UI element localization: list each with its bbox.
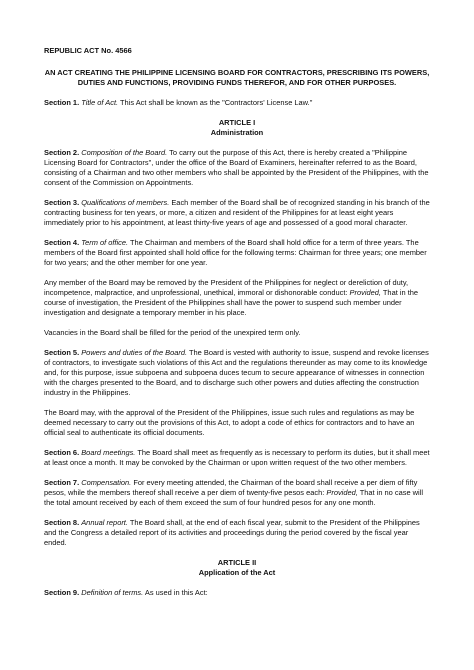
section-title: Composition of the Board. [81, 148, 168, 157]
article-number: ARTICLE II [217, 558, 257, 567]
section-label: Section 8. [44, 518, 80, 527]
section-2 [44, 148, 430, 188]
section-text: The Chairman and members of the Board shall hold office for a term of three years. The members of the Board first appointed shall hold office for the following terms: Chairman for three years; one member for two years; and the other member for one year. [44, 238, 427, 267]
section-label: Section 3. [44, 198, 80, 207]
paragraph-vacancies: Vacancies in the Board shall be filled for the period of the unexpired term only. [44, 328, 301, 337]
section-4 [44, 238, 430, 268]
paragraph-rules: The Board may, with the approval of the President of the Philippines, issue such rules and regulations as may be deemed necessary to carry out the provisions of this Act, to adopt a code of ethics for contractors and to have an official seal to authenticate its official documents. [44, 408, 415, 437]
section-label: Section 6. [44, 448, 80, 457]
section-title: Term of office. [81, 238, 129, 247]
article-name: Administration [210, 128, 264, 137]
paragraph-text: Any member of the Board may be removed by the President of the Philippines for neglect or dereliction of duty, incompetence, malpractice, and unprofessional, unethical, immoral or dishonorable conduct: [44, 278, 409, 297]
section-text: For every meeting attended, the Chairman of the board shall receive a per diem of fifty pesos, while the members thereof shall receive a per diem of twenty-five pesos each: [44, 478, 418, 497]
section-text: To carry out the purpose of this Act, there is hereby created a "Philippine Licensing Board for Contractors", under the office of the Board of Examiners, hereinafter referred to as the Board, consisting of a Chairman and two other members who shall be appointed by the President of the Philippines, with the consent of the Commission on Appointments. [44, 148, 429, 187]
section-label: Section 1. [44, 98, 80, 107]
section-label: Section 4. [44, 238, 80, 247]
section-title: Annual report. [81, 518, 128, 527]
section-label: Section 7. [44, 478, 80, 487]
section-text: This Act shall be known as the "Contractors' License Law." [120, 98, 313, 107]
section-title: Definition of terms. [81, 588, 144, 597]
section-label: Section 9. [44, 588, 80, 597]
act-title: AN ACT CREATING THE PHILIPPINE LICENSING BOARD FOR CONTRACTORS, PRESCRIBING ITS POWERS, DUTIES AND FUNCTIONS, PROVIDING FUNDS THEREFOR, AND FOR OTHER PURPOSES. [44, 68, 430, 87]
article-2-heading [44, 558, 430, 578]
section-title: Qualifications of members. [81, 198, 170, 207]
section-title: Board meetings. [81, 448, 136, 457]
section-1 [44, 98, 430, 108]
proviso-word: Provided, [349, 288, 381, 297]
section-8 [44, 518, 430, 548]
section-label: Section 5. [44, 348, 80, 357]
section-text: As used in this Act: [144, 588, 208, 597]
paragraph-removal [44, 278, 430, 318]
article-number: ARTICLE I [218, 118, 256, 127]
section-title: Title of Act. [81, 98, 119, 107]
section-text-continued: That in no case will the total amount received by each of them exceed the sum of four hundred pesos for any one month. [44, 488, 423, 507]
section-text: The Board shall, at the end of each fiscal year, submit to the President of the Philippines and the Congress a detailed report of its activities and proceedings during the period covered by the fiscal year ended. [44, 518, 420, 547]
section-text: Each member of the Board shall be of recognized standing in his branch of the contracting business for ten years, or more, a citizen and resident of the Philippines for at least eight years immediately prior to his appointment, at least thirty-five years of age and possessed of a good moral character. [44, 198, 430, 227]
section-text: The Board is vested with authority to issue, suspend and revoke licenses of contractors, to investigate such violations of this Act and the regulations thereunder as may come to its knowledge and, for this purpose, issue subpoena and subpoena duces tecum to secure appearance of witnesses in connection with the charges presented to the Board, and to discharge such other powers and duties affecting the construction industry in the Philippines. [44, 348, 429, 397]
section-5 [44, 348, 430, 398]
section-6 [44, 448, 430, 468]
paragraph-text-continued: That in the course of investigation, the President of the Philippines shall have the power to suspend such member under investigation and designate a temporary member in his place. [44, 288, 419, 317]
article-1-heading [44, 118, 430, 138]
section-9 [44, 588, 430, 598]
section-label: Section 2. [44, 148, 80, 157]
section-title: Powers and duties of the Board. [81, 348, 188, 357]
section-title: Compensation. [81, 478, 132, 487]
section-text: The Board shall meet as frequently as is necessary to perform its duties, but it shall meet at least once a month. It may be convoked by the Chairman or upon written request of the two other members. [44, 448, 430, 467]
article-name: Application of the Act [198, 568, 276, 577]
proviso-word: Provided, [326, 488, 358, 497]
section-3 [44, 198, 430, 228]
act-number-heading: REPUBLIC ACT No. 4566 [44, 46, 132, 55]
section-7 [44, 478, 430, 508]
